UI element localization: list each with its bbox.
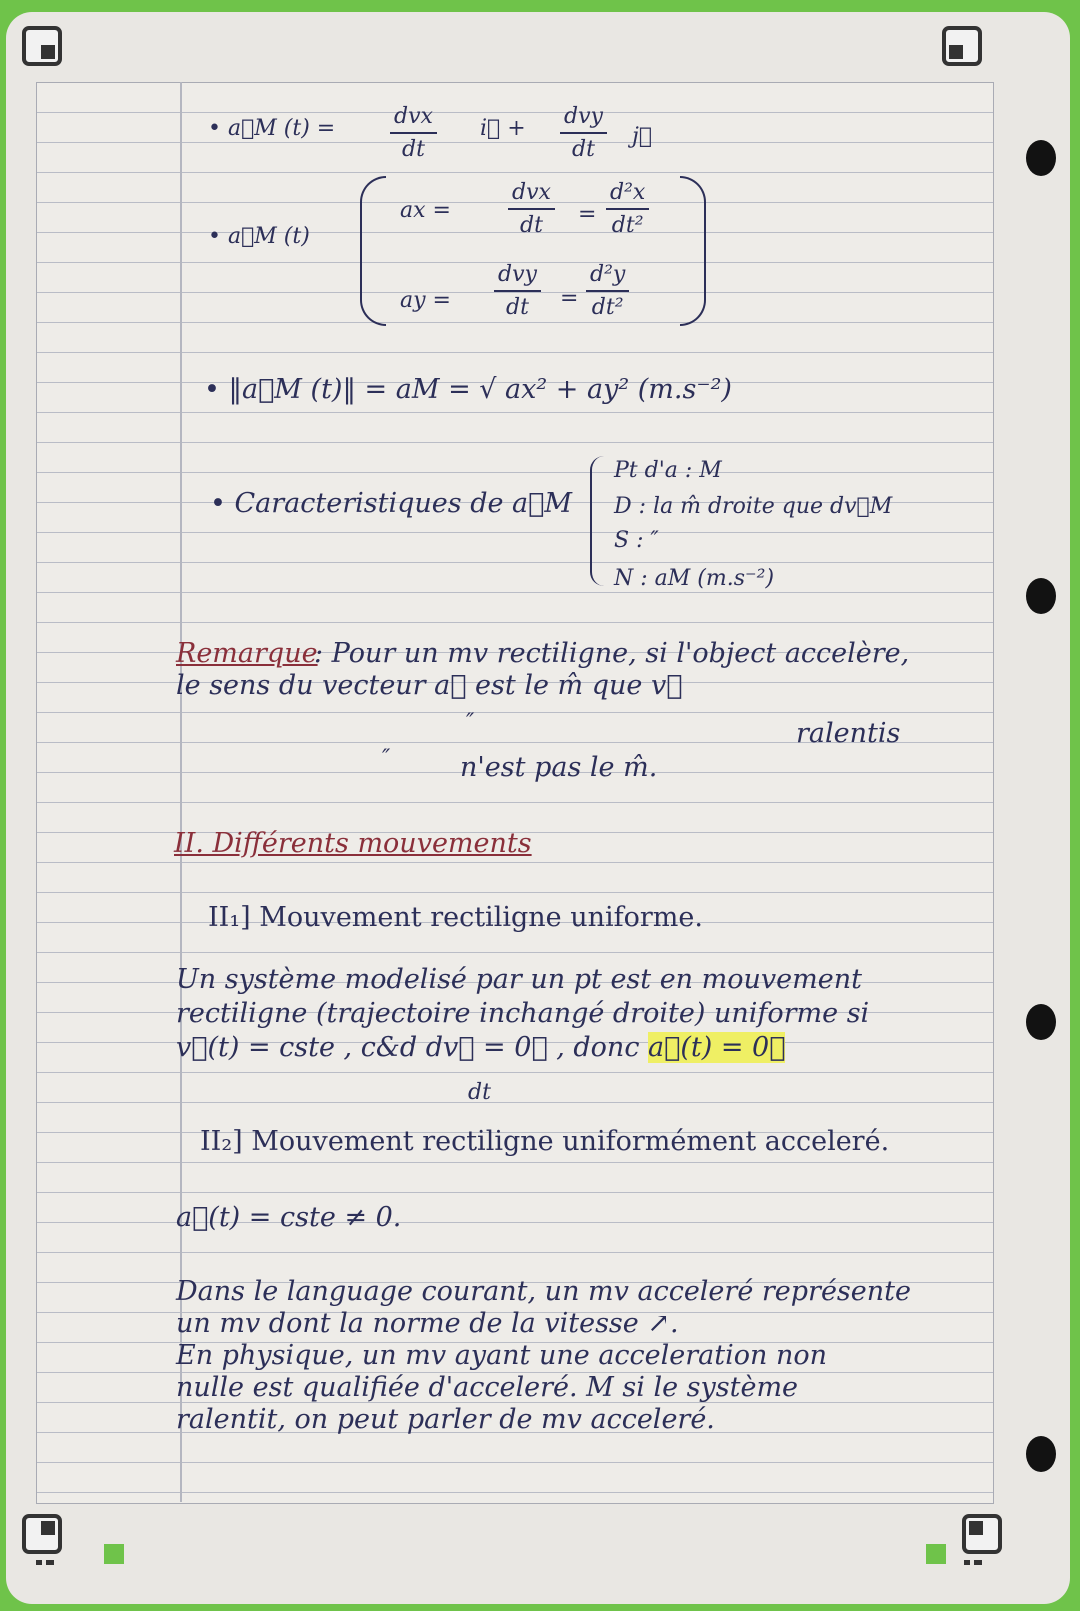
i-unit-vector: i⃗ + — [480, 116, 526, 141]
corner-marker-top-left — [22, 26, 62, 66]
paragraph-3-line-2: un mv dont la norme de la vitesse ↗. — [176, 1308, 679, 1339]
characteristics-label: • Caracteristiques de a⃗M — [210, 488, 572, 519]
dvy-dt-fraction: dvy dt — [560, 104, 607, 162]
paragraph-3-line-3: En physique, un mv ayant une acceleration non — [176, 1340, 828, 1371]
paragraph-3-line-1: Dans le language courant, un mv acceleré représente — [176, 1276, 911, 1307]
remark-line-4: n'est pas le m̂. — [460, 752, 658, 783]
ay-equals: = — [560, 286, 579, 311]
dash-marker-right — [964, 1560, 982, 1565]
binder-hole-1 — [1026, 140, 1056, 176]
norm-formula: • ‖a⃗M (t)‖ = aM = √ ax² + ay² (m.s⁻²) — [204, 374, 732, 405]
paragraph-1-line-1: Un système modelisé par un pt est en mouvement — [176, 964, 862, 995]
ay-fraction-2: d²y dt² — [586, 262, 629, 320]
characteristic-sense: S : ″ — [614, 528, 659, 553]
j-unit-vector: j⃗ — [632, 124, 653, 149]
corner-marker-bottom-right — [962, 1514, 1002, 1554]
subsection-1-title: II₁] Mouvement rectiligne uniforme. — [208, 902, 703, 933]
section-2-title: II. Différents mouvements — [174, 828, 532, 859]
characteristics-brace — [590, 456, 606, 586]
ax-label: ax = — [400, 198, 451, 223]
remark-ditto-1: ″ — [466, 710, 475, 735]
characteristic-direction: D : la m̂ droite que dv⃗M — [614, 494, 893, 519]
paragraph-1-line-3: v⃗(t) = cste , c&d dv⃗ = 0⃗ , donc a⃗(t) = 0⃗ — [176, 1032, 786, 1063]
corner-marker-top-right — [942, 26, 982, 66]
ax-fraction-1: dvx dt — [508, 180, 555, 238]
binder-hole-3 — [1026, 1004, 1056, 1040]
accel-vector-label-2: • a⃗M (t) — [208, 224, 310, 249]
green-square-left — [104, 1544, 124, 1564]
paragraph-1-line-2: rectiligne (trajectoire inchangé droite) uniforme si — [176, 998, 870, 1029]
subsection-2-title: II₂] Mouvement rectiligne uniformément acceleré. — [200, 1126, 890, 1157]
ax-fraction-2: d²x dt² — [606, 180, 649, 238]
paragraph-3-line-4: nulle est qualifiée d'acceleré. M si le système — [176, 1372, 799, 1403]
accel-vector-label: • a⃗M (t) = — [208, 116, 336, 141]
remark-title: Remarque — [176, 638, 318, 669]
remark-line-1: : Pour un mv rectiligne, si l'object accelère, — [314, 638, 910, 669]
characteristic-norm: N : aM (m.s⁻²) — [614, 566, 775, 591]
corner-marker-bottom-left — [22, 1514, 62, 1554]
left-parenthesis — [360, 176, 386, 326]
remark-line-2: le sens du vecteur a⃗ est le m̂ que v⃗ — [176, 670, 683, 701]
dash-marker-left — [36, 1560, 54, 1565]
ay-fraction-1: dvy dt — [494, 262, 541, 320]
remark-ralentis: ralentis — [796, 718, 901, 749]
dvx-dt-fraction: dvx dt — [390, 104, 437, 162]
binder-hole-2 — [1026, 578, 1056, 614]
remark-ditto-2: ″ — [382, 746, 391, 771]
paragraph-3-line-5: ralentit, on peut parler de mv acceleré. — [176, 1404, 715, 1435]
characteristic-point: Pt d'a : M — [614, 458, 722, 483]
binder-hole-4 — [1026, 1436, 1056, 1472]
ay-label: ay = — [400, 288, 451, 313]
right-parenthesis — [680, 176, 706, 326]
green-square-right — [926, 1544, 946, 1564]
ax-equals: = — [578, 202, 597, 227]
paragraph-1-dt: dt — [468, 1080, 491, 1105]
paragraph-2: a⃗(t) = cste ≠ 0. — [176, 1202, 402, 1233]
highlighted-acceleration-zero: a⃗(t) = 0⃗ — [648, 1032, 786, 1063]
